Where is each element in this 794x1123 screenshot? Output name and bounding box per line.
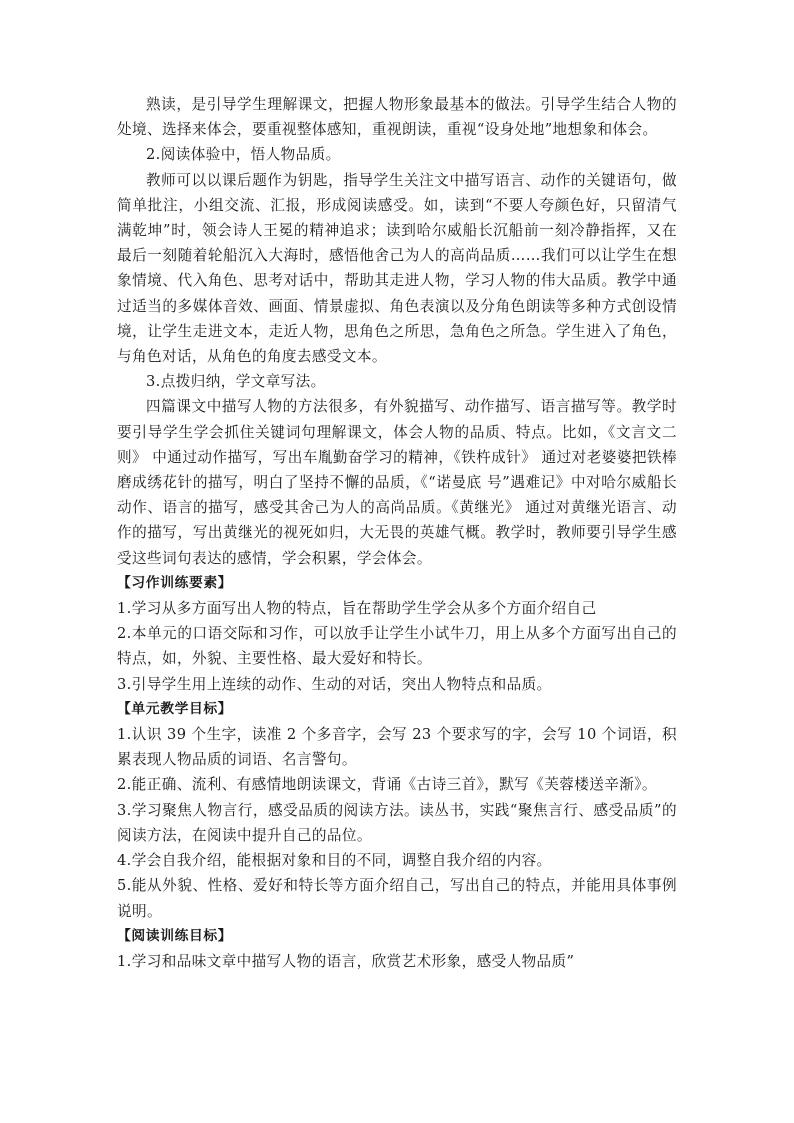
list-item: 1.学习和品味文章中描写人物的语言，欣赏艺术形象，感受人物品质” — [117, 952, 575, 970]
section-heading-reading-goals: 【阅读训练目标】 — [117, 927, 233, 944]
subheading-writing-methods: 3.点拨归纳，学文章写法。 — [146, 373, 326, 391]
list-item: 5.能从外貌、性格、爱好和特长等方面介绍自己，写出自己的特点，并能用具体事例说明。 — [117, 877, 677, 920]
section-heading-unit-goals: 【单元教学目标】 — [117, 700, 233, 717]
list-item: 1.学习从多方面写出人物的特点，旨在帮助学生学会从多个方面介绍自己 — [117, 600, 597, 618]
paragraph-reading-experience: 教师可以以课后题作为钥匙，指导学生关注文中描写语言、动作的关键语句，做简单批注，小组交流、汇报，形成阅读感受。如，读到“不要人夸颜色好，只留清气满乾坤”时，领会诗人王冕的精神追求；读到哈尔威船长沉船前一刻冷静指挥，又在最后一刻随着轮船沉入大海时，感悟他舍己为人的高尚品质……我们可以让学生在想象情境、代入角色、思考对话中，帮助其走进人物，学习人物的伟大品质。教学中通过适当的多媒体音效、画面、情景虚拟、角色表演以及分角色朗读等多种方式创设情境，让学生走进文本，走近人物，思角色之所思，急角色之所急。学生进入了角色，与角色对话，从角色的角度去感受文本。 — [117, 171, 677, 366]
document-page — [117, 92, 677, 974]
list-item: 1.认识 39 个生字，读准 2 个多音字，会写 23 个要求写的字，会写 10 个词语，积累表现人物品质的词语、名言警句。 — [117, 726, 677, 769]
section-heading-writing-elements: 【习作训练要素】 — [117, 574, 233, 591]
list-item: 3.引导学生用上连续的动作、生动的对话，突出人物特点和品质。 — [117, 675, 552, 693]
list-item: 2.能正确、流利、有感情地朗读课文，背诵《古诗三首》，默写《芙蓉楼送辛渐》。 — [117, 776, 657, 794]
list-item: 2.本单元的口语交际和习作，可以放手让学生小试牛刀，用上从多个方面写出自己的特点，如，外貌、主要性格、最大爱好和特长。 — [117, 625, 677, 668]
list-item: 3.学习聚焦人物言行，感受品质的阅读方法。读丛书，实践“聚焦言行、感受品质”的阅读方法，在阅读中提升自己的品位。 — [117, 801, 677, 844]
paragraph-writing-methods: 四篇课文中描写人物的方法很多，有外貌描写、动作描写、语言描写等。教学时要引导学生学会抓住关键词句理解课文，体会人物的品质、特点。比如，《文言文二则》 中通过动作描写，写出车胤勤奋学习的精神，《铁杵成针》 通过对老婆婆把铁棒磨成绣花针的描写，明白了坚持不懈的品质，《“诺曼底 号”遇难记》中对哈尔威船长动作、语言的描写，感受其舍己为人的高尚品质。《黄继光》 通过对黄继光语言、动作的描写，写出黄继光的视死如归，大无畏的英雄气概。教学时，教师要引导学生感受这些词句表达的感情，学会积累，学会体会。 — [117, 398, 677, 567]
list-item: 4.学会自我介绍，能根据对象和目的不同，调整自我介绍的内容。 — [117, 852, 552, 870]
subheading-reading-experience: 2.阅读体验中，悟人物品质。 — [146, 146, 341, 164]
paragraph-reading-intro: 熟读，是引导学生理解课文，把握人物形象最基本的做法。引导学生结合人物的处境、选择来体会，要重视整体感知，重视朗读，重视“设身处地”地想象和体会。 — [117, 96, 677, 139]
